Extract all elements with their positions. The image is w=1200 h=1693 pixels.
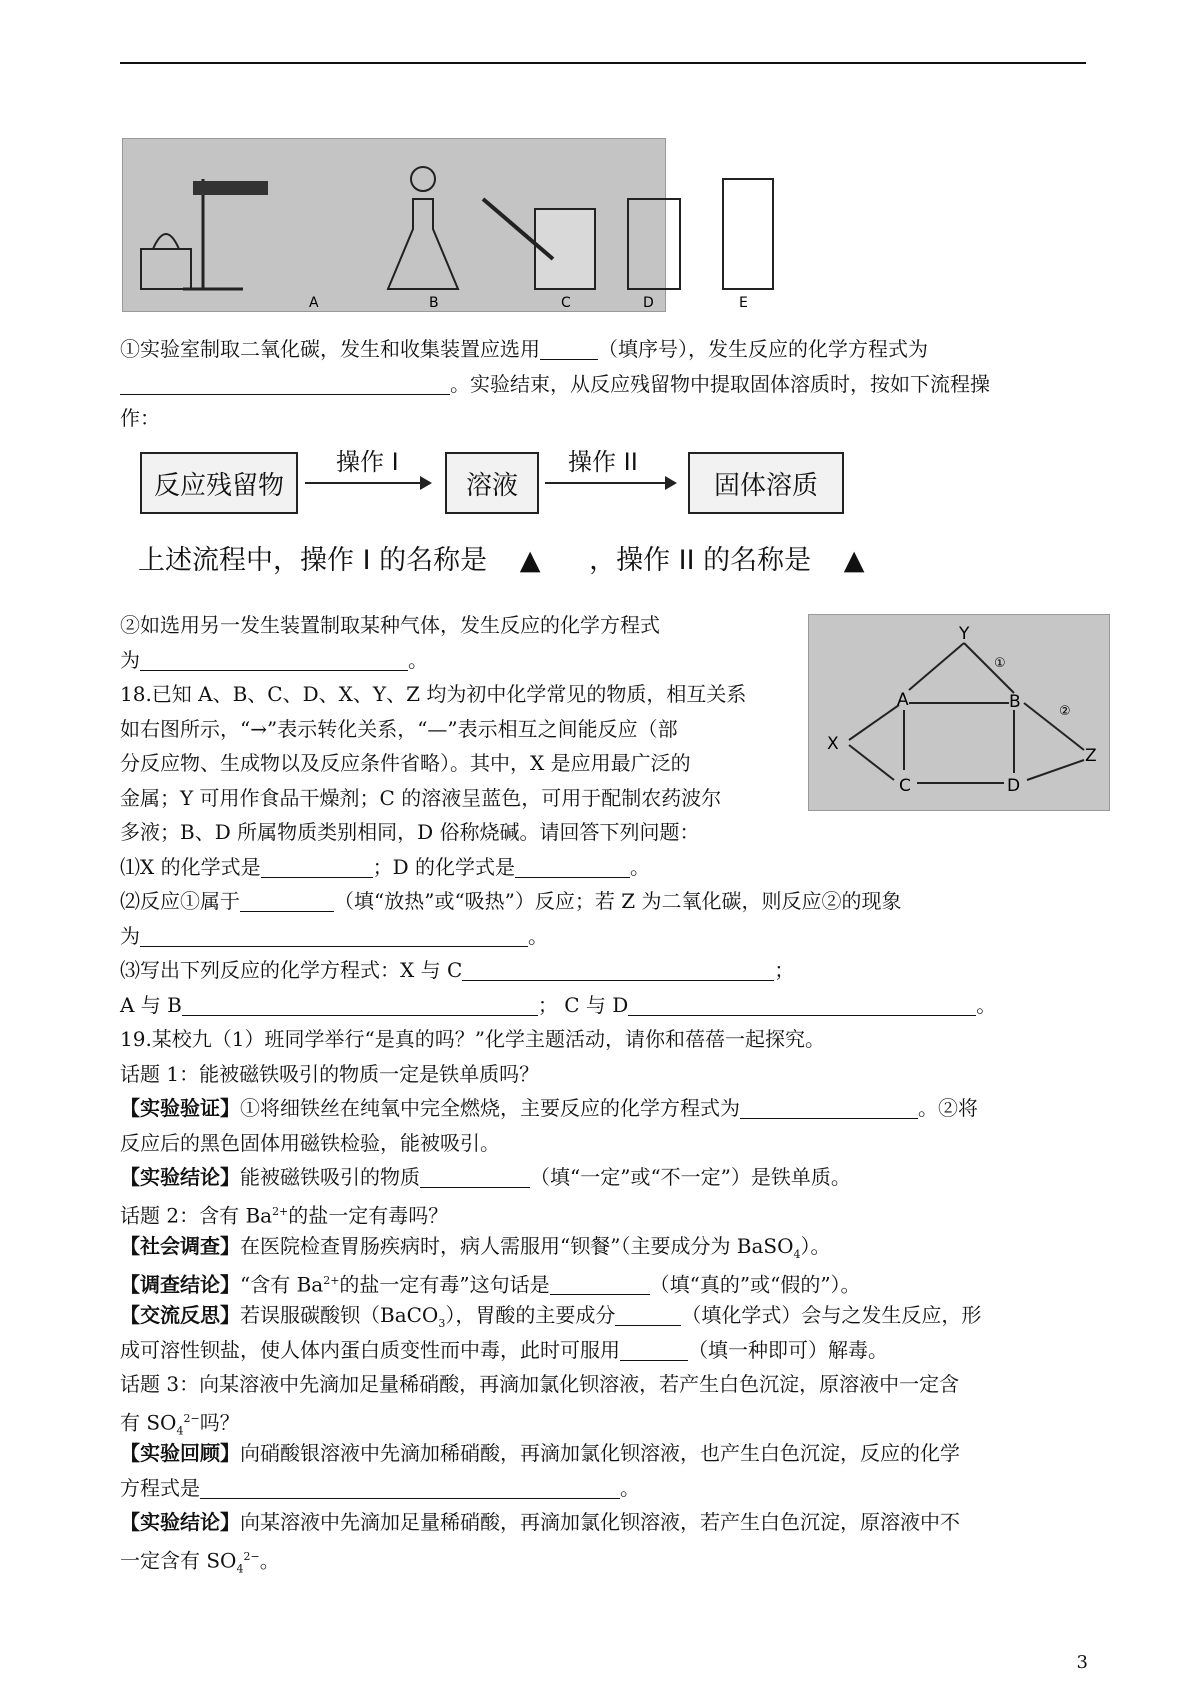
text-l18a: 【实验验证】 (120, 1096, 240, 1120)
answer-blank[interactable] (120, 372, 450, 395)
text-l24c: ），胃酸的主要成分 (445, 1303, 616, 1327)
text-l8: 分反应物、生成物以及反应条件省略）。其中，X 是应用最广泛的 (120, 751, 691, 775)
text-block-1 (120, 332, 1086, 436)
answer-blank[interactable] (200, 1476, 620, 1499)
text-l20c: （填“一定”或“不一定”）是铁单质。 (530, 1165, 851, 1189)
flow-question-a: 上述流程中，操作 I 的名称是 (138, 545, 488, 576)
text-l27a: 有 SO (120, 1410, 177, 1435)
triangle-mark-1: ▲ (519, 545, 541, 576)
text-l16: 19.某校九（1）班同学举行“是真的吗？”化学主题活动，请你和蓓蓓一起探究。 (120, 1027, 825, 1051)
text-line (120, 850, 1086, 885)
text-l27sup: 2− (183, 1411, 200, 1425)
page-number: 3 (1076, 1652, 1088, 1673)
text-l18c: 。②将 (918, 1096, 978, 1120)
diagram-label-b: B (1009, 692, 1021, 712)
text-l24sub: 3 (438, 1317, 446, 1330)
text-l22a: 【社会调查】 (120, 1234, 240, 1258)
text-line (120, 746, 1086, 781)
text-line (120, 988, 1086, 1023)
text-line (120, 815, 1086, 850)
text-line (120, 1540, 1086, 1575)
text-l9: 金属；Y 可用作食品干燥剂；C 的溶液呈蓝色，可用于配制农药波尔 (120, 785, 722, 810)
text-l27b: 吗？ (199, 1410, 240, 1435)
text-l22sub: 4 (793, 1248, 801, 1261)
diagram-label-z: Z (1085, 746, 1097, 766)
text-l17: 话题 1：能被磁铁吸引的物质一定是铁单质吗？ (120, 1061, 540, 1086)
text-line (120, 1436, 1086, 1471)
text-l10: 多液；B、D 所属物质类别相同，D 俗称烧碱。请回答下列问题： (120, 820, 700, 844)
text-l20a: 【实验结论】 (120, 1165, 240, 1189)
flow-question-b: ，操作 II 的名称是 (589, 545, 812, 576)
diagram-label-r1: ① (994, 656, 1006, 671)
text-l11a: ⑴X 的化学式是 (120, 854, 261, 879)
text-l23c: 的盐一定有毒”这句话是 (339, 1272, 550, 1297)
flow-op1-label: 操作 I (336, 448, 399, 476)
text-l13a: 为 (120, 923, 140, 948)
text-line (120, 919, 1086, 954)
text-line (120, 1298, 1086, 1333)
text-line (120, 1126, 1086, 1161)
text-l21a: 话题 2：含有 Ba (120, 1203, 273, 1228)
text-l25a: 成可溶性钡盐，使人体内蛋白质变性而中毒，此时可服用 (120, 1337, 620, 1362)
text-l15c: 。 (976, 992, 997, 1017)
text-line (120, 1057, 1086, 1092)
text-l29a: 方程式是 (120, 1475, 200, 1500)
text-l11b: ；D 的化学式是 (372, 854, 516, 879)
text-line (120, 401, 1086, 436)
flow-box-solid: 固体溶质 (688, 452, 844, 514)
apparatus-label-e: E (739, 295, 748, 311)
text-line (120, 1402, 1086, 1437)
text-l27sub: 4 (176, 1424, 184, 1438)
text-l22c: ）。 (800, 1234, 831, 1258)
text-l23a: 【调查结论】 (120, 1272, 240, 1297)
answer-blank[interactable] (182, 993, 538, 1016)
text-l24a: 【交流反思】 (120, 1303, 240, 1327)
diagram-label-x: X (827, 734, 839, 754)
process-flow (140, 446, 1020, 516)
text-line (120, 643, 1086, 678)
flow-arrow-2 (545, 482, 675, 484)
text-line (120, 1264, 1086, 1299)
answer-blank[interactable] (140, 648, 408, 671)
flow-box-residue: 反应残留物 (140, 452, 298, 514)
text-l12a: ⑵反应①属于 (120, 889, 240, 913)
text-l28a: 【实验回顾】 (120, 1441, 240, 1465)
text-line (120, 1229, 1086, 1264)
text-l24b: 若误服碳酸钡（BaCO (240, 1303, 439, 1327)
text-l1a: ①实验室制取二氧化碳，发生和收集装置应选用 (120, 337, 540, 361)
text-l6: 18.已知 A、B、C、D、X、Y、Z 均为初中化学常见的物质，相互关系 (120, 682, 747, 706)
text-l22b: 在医院检查胃肠疾病时，病人需服用“钡餐”（主要成分为 BaSO (240, 1234, 794, 1258)
text-l30a: 【实验结论】 (120, 1510, 240, 1534)
text-line (120, 953, 1086, 988)
text-l7: 如右图所示，“→”表示转化关系，“—”表示相互之间能反应（部 (120, 716, 678, 741)
text-l31sup: 2− (243, 1549, 260, 1563)
text-line (120, 1160, 1086, 1195)
text-l25b: （填一种即可）解毒。 (688, 1337, 888, 1362)
answer-blank[interactable] (420, 1165, 530, 1188)
text-l24d: （填化学式）会与之发生反应，形 (681, 1303, 982, 1327)
text-l31b: 。 (259, 1548, 280, 1573)
answer-blank[interactable] (628, 993, 976, 1016)
text-l2: 。实验结束，从反应残留物中提取固体溶质时，按如下流程操 (450, 371, 990, 396)
text-l14a: ⑶写出下列反应的化学方程式：X 与 C (120, 958, 463, 982)
answer-blank[interactable] (540, 337, 598, 360)
text-line (120, 781, 1086, 816)
text-l11c: 。 (630, 854, 651, 879)
apparatus-figure (122, 138, 748, 312)
answer-blank[interactable] (240, 889, 334, 912)
text-line (120, 1195, 1086, 1230)
flow-question (138, 538, 865, 577)
text-l12b: （填“放热”或“吸热”）反应；若 Z 为二氧化碳，则反应②的现象 (334, 889, 902, 913)
text-l23sup: 2+ (323, 1273, 340, 1287)
text-l21sup: 2+ (272, 1204, 289, 1218)
text-line (120, 1505, 1086, 1540)
apparatus-label-c: C (561, 295, 571, 311)
diagram-label-a: A (897, 690, 909, 710)
text-l5b: 。 (408, 647, 428, 672)
apparatus-label-b: B (429, 295, 439, 311)
text-line (120, 712, 1086, 747)
text-line (120, 1471, 1086, 1506)
text-l28b: 向硝酸银溶液中先滴加稀硝酸，再滴加氯化钡溶液，也产生白色沉淀，反应的化学 (240, 1441, 960, 1465)
flow-op2-label: 操作 II (568, 448, 638, 476)
triangle-mark-2: ▲ (843, 545, 865, 576)
text-line (120, 332, 1086, 367)
flow-box-solution: 溶液 (445, 452, 539, 514)
apparatus-label-a: A (309, 295, 319, 311)
answer-blank[interactable] (740, 1096, 918, 1119)
diagram-label-c: C (899, 776, 911, 796)
text-l14b: ； (774, 958, 795, 982)
flow-arrow-1 (305, 482, 430, 484)
text-line (120, 884, 1086, 919)
apparatus-label-d: D (643, 295, 654, 311)
text-l31sub: 4 (236, 1562, 244, 1576)
text-l30b: 向某溶液中先滴加足量稀硝酸，再滴加氯化钡溶液，若产生白色沉淀，原溶液中不 (240, 1510, 960, 1534)
text-l31a: 一定含有 SO (120, 1548, 237, 1573)
text-l5a: 为 (120, 647, 140, 672)
apparatus-drawing (123, 139, 748, 311)
text-l3: 作： (120, 406, 160, 430)
text-l13b: 。 (528, 923, 548, 948)
text-l18b: ①将细铁丝在纯氧中完全燃烧，主要反应的化学方程式为 (240, 1096, 740, 1120)
text-line (120, 367, 1086, 402)
answer-blank[interactable] (550, 1272, 650, 1295)
text-line (120, 608, 1086, 643)
answer-blank[interactable] (620, 1338, 688, 1361)
diagram-label-r2: ② (1059, 704, 1071, 719)
diagram-label-y: Y (959, 624, 970, 644)
text-l1b: （填序号），发生反应的化学方程式为 (598, 337, 928, 361)
text-line (120, 1022, 1086, 1057)
text-l21b: 的盐一定有毒吗？ (288, 1203, 449, 1228)
answer-blank[interactable] (615, 1303, 681, 1326)
text-l26: 话题 3：向某溶液中先滴加足量稀硝酸，再滴加氯化钡溶液，若产生白色沉淀，原溶液中一定含 (120, 1372, 960, 1396)
text-l19: 反应后的黑色固体用磁铁检验，能被吸引。 (120, 1130, 500, 1155)
text-l15b: ； C 与 D (537, 992, 629, 1017)
text-line (120, 1333, 1086, 1368)
text-l20b: 能被磁铁吸引的物质 (240, 1165, 420, 1189)
diagram-label-d: D (1007, 776, 1021, 796)
answer-blank[interactable] (462, 958, 774, 981)
text-l23b: “含有 Ba (240, 1272, 324, 1297)
text-l23d: （填“真的”或“假的”）。 (649, 1272, 861, 1297)
answer-blank[interactable] (140, 924, 528, 947)
answer-blank[interactable] (515, 855, 630, 878)
text-l15a: A 与 B (120, 992, 182, 1017)
text-line (120, 1091, 1086, 1126)
text-line (120, 1367, 1086, 1402)
text-l4: ②如选用另一发生装置制取某种气体，发生反应的化学方程式 (120, 613, 660, 637)
text-line (120, 677, 1086, 712)
text-l29b: 。 (620, 1475, 640, 1500)
text-block-2 (120, 608, 1086, 1574)
answer-blank[interactable] (261, 855, 373, 878)
header-rule (120, 62, 1086, 64)
